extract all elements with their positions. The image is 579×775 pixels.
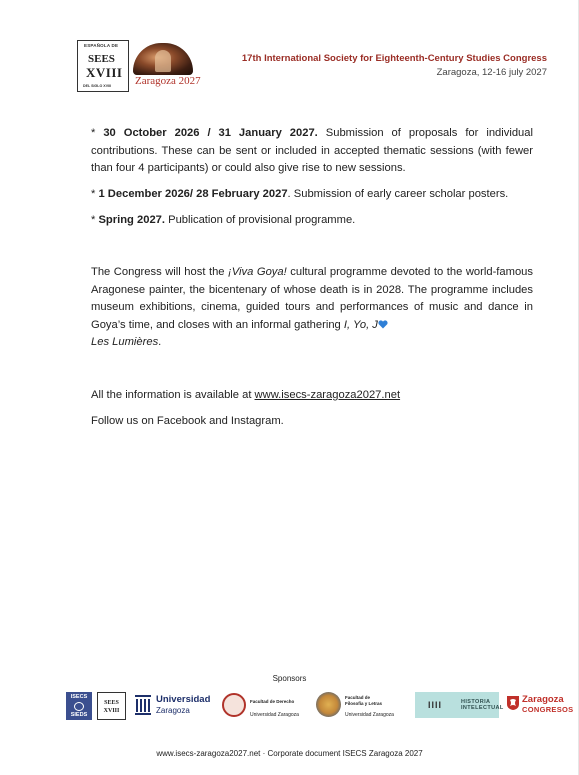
historia-line1: HISTORIA xyxy=(461,699,491,705)
globe-icon xyxy=(74,702,84,711)
event-logo-text: Zaragoza 2027 xyxy=(135,75,201,87)
lion-shield-icon xyxy=(506,695,520,711)
unizar-line2: Zaragoza xyxy=(156,706,190,715)
goya-text-part2: cultural programme devoted to the world-famous Aragonese painter, the bicentenary of whose death is in 2028. The programme includes museum exhibitions, cinema, guided tours and performances of music and dance in Goya’s time, and closes with an informal gathering xyxy=(91,266,533,331)
columns-icon xyxy=(134,694,152,716)
universidad-zaragoza-logo xyxy=(134,692,216,720)
goya-text-part1: The Congress will host the xyxy=(91,266,229,278)
zaragoza-congresos-line1: Zaragoza xyxy=(522,694,564,705)
seal-rim-bottom: DEL SIGLO XVIII xyxy=(83,84,112,88)
filosofia-line1: Facultad de xyxy=(345,695,371,700)
facultad-derecho-logo xyxy=(222,692,312,720)
gathering-name-end: Les Lumières xyxy=(91,336,159,348)
page-footer: www.isecs-zaragoza2027.net · Corporate document ISECS Zaragoza 2027 xyxy=(156,749,423,758)
derecho-line2: Universidad Zaragoza xyxy=(250,712,299,718)
sponsors-heading: Sponsors xyxy=(272,674,307,683)
congress-logo xyxy=(77,40,205,92)
sees-logo-line1: SEES xyxy=(104,700,119,706)
sees-logo xyxy=(97,692,126,720)
filosofia-line3: Universidad Zaragoza xyxy=(345,712,394,718)
bars-icon: IIII xyxy=(428,700,443,710)
filosofia-lines xyxy=(345,695,382,706)
deadline-date: 1 December 2026/ 28 February 2027 xyxy=(98,188,288,200)
seal-icon xyxy=(316,692,341,717)
website-link[interactable]: www.isecs-zaragoza2027.net xyxy=(254,389,401,401)
deadline-text: . Submission of early career scholar posters. xyxy=(287,188,509,200)
viva-goya-name: ¡Viva Goya! xyxy=(228,266,287,278)
historia-intelectual-logo xyxy=(415,692,504,718)
derecho-line1: Facultad de Derecho xyxy=(250,699,295,704)
seal-rim-top: ESPAÑOLA DE xyxy=(84,43,119,48)
follow-us-line: Follow us on Facebook and Instagram. xyxy=(91,415,284,427)
gathering-name: I, Yo, J xyxy=(343,318,378,331)
zaragoza-congresos-line2: CONGRESOS xyxy=(522,705,574,714)
seal-icon xyxy=(222,693,246,717)
seal-century: XVIII xyxy=(86,65,123,80)
congress-title: 17th International Society for Eighteenth-Century Studies Congress xyxy=(241,53,547,64)
isecs-logo-line1: ISECS xyxy=(70,694,88,700)
goya-text-period: . xyxy=(158,336,162,348)
deadline-item-posters: * 1 December 2026/ 28 February 2027. Submission of early career scholar posters. xyxy=(91,188,509,200)
deadline-item-programme: * Spring 2027. Publication of provisional programme. xyxy=(91,214,356,226)
deadline-text: Publication of provisional programme. xyxy=(165,214,356,226)
deadline-date: 30 October 2026 / 31 January 2027. xyxy=(103,127,318,139)
info-prefix: All the information is available at xyxy=(91,389,255,401)
zaragoza-congresos-logo xyxy=(506,692,578,720)
sees-logo-line2: XVIII xyxy=(103,708,120,714)
goya-programme-paragraph xyxy=(91,264,533,352)
painting-figure xyxy=(155,50,171,72)
filosofia-line2: Filosofía y Letras xyxy=(345,700,383,706)
isecs-logo-line2: SIEDS xyxy=(70,712,88,718)
seal-acronym: SEES xyxy=(88,53,115,65)
sees-seal-logo xyxy=(77,40,129,92)
historia-lines xyxy=(461,699,504,711)
isecs-logo xyxy=(66,692,92,720)
heart-icon xyxy=(378,320,388,329)
unizar-line1: Universidad xyxy=(156,694,211,705)
info-line xyxy=(91,387,533,405)
deadline-date: Spring 2027. xyxy=(98,214,165,226)
congress-dates: Zaragoza, 12-16 july 2027 xyxy=(436,67,547,78)
deadline-item-proposals: * 30 October 2026 / 31 January 2027. Submission of proposals for individual contributions. These can be sent or included in accepted thematic sessions (with fewer than four 4 participants) or could also give rise to new sessions. xyxy=(91,127,533,174)
facultad-filosofia-logo xyxy=(316,692,408,720)
deadline-text: Submission of proposals for individual contributions. These can be sent or included in accepted thematic sessions (with fewer than four 4 participants) or could also give rise to new sessions. xyxy=(91,127,533,174)
historia-line2: INTELECTUAL xyxy=(461,705,504,711)
